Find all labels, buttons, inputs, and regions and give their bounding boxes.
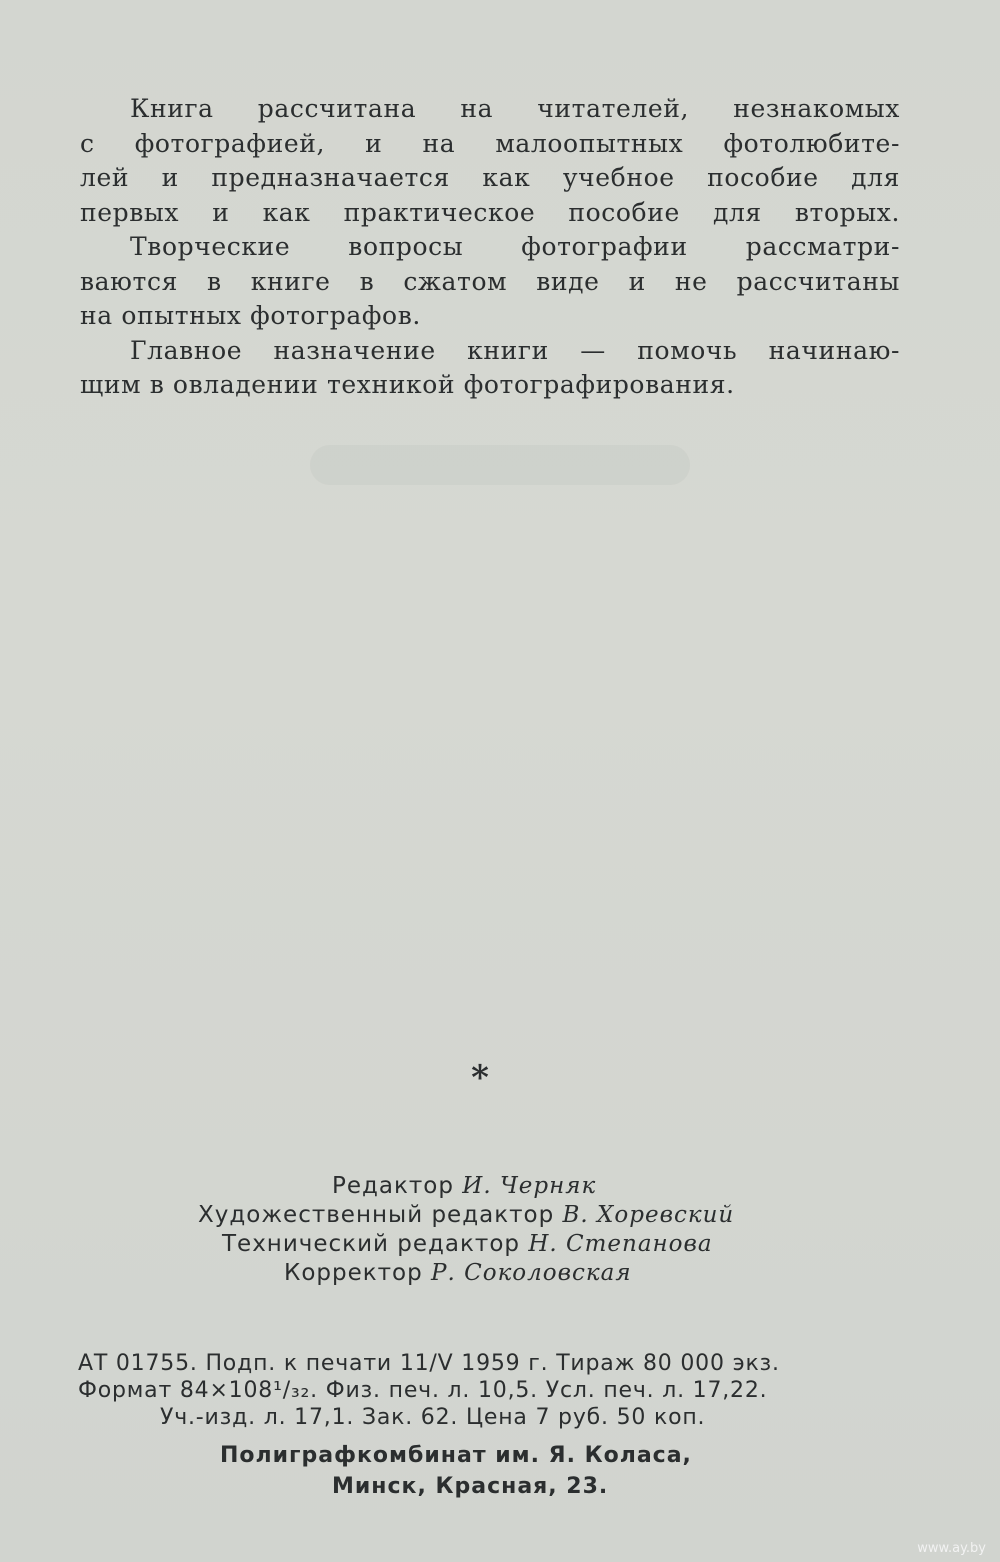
imprint-block bbox=[78, 1350, 898, 1431]
credit-art-editor bbox=[190, 1201, 810, 1230]
site-watermark: www.ay.by bbox=[917, 1541, 986, 1556]
credit-role: Редактор bbox=[332, 1173, 454, 1199]
text-line: ваются в книге в сжатом виде и не рассчитаны bbox=[80, 266, 900, 296]
credit-name: В. Хоревский bbox=[562, 1202, 735, 1228]
printer-block bbox=[220, 1440, 780, 1502]
text-line: Творческие вопросы фотографии рассматри- bbox=[130, 232, 900, 261]
text-line: Главное назначение книги — помочь начинаю- bbox=[130, 335, 900, 365]
text-line: на опытных фотографов. bbox=[80, 301, 421, 330]
printer-line: Полиграфкомбинат им. Я. Коласа, bbox=[220, 1443, 692, 1468]
imprint-line: Формат 84×108¹/₃₂. Физ. печ. л. 10,5. Усл. печ. л. 17,22. bbox=[78, 1378, 768, 1403]
credits-block bbox=[190, 1172, 810, 1288]
credit-role: Художественный редактор bbox=[198, 1202, 555, 1228]
printer-line: Минск, Красная, 23. bbox=[332, 1474, 609, 1499]
credit-name: И. Черняк bbox=[462, 1173, 597, 1199]
credit-role: Корректор bbox=[284, 1260, 423, 1286]
intro-paragraph-3 bbox=[80, 334, 900, 403]
intro-paragraph-2 bbox=[80, 230, 900, 334]
text-line: с фотографией, и на малоопытных фотолюбите- bbox=[80, 128, 900, 158]
bleed-through-stamp bbox=[310, 445, 690, 485]
text-line: щим в овладении техникой фотографирования. bbox=[80, 370, 735, 399]
text-line: лей и предназначается как учебное пособие для bbox=[80, 163, 900, 192]
credit-proofreader bbox=[190, 1259, 810, 1288]
credit-name: Н. Степанова bbox=[528, 1231, 713, 1257]
intro-text bbox=[80, 92, 900, 403]
imprint-line: Уч.-изд. л. 17,1. Зак. 62. Цена 7 руб. 50 коп. bbox=[160, 1405, 706, 1430]
text-line: Книга рассчитана на читателей, незнакомых bbox=[130, 94, 900, 123]
credit-role: Технический редактор bbox=[222, 1231, 520, 1257]
credit-name: Р. Соколовская bbox=[431, 1260, 632, 1286]
credit-tech-editor bbox=[190, 1230, 810, 1259]
asterisk-separator: * bbox=[471, 1058, 489, 1098]
text-line: первых и как практическое пособие для вторых. bbox=[80, 197, 900, 227]
intro-paragraph-1 bbox=[80, 92, 900, 230]
credit-editor bbox=[190, 1172, 810, 1201]
imprint-line: АТ 01755. Подп. к печати 11/V 1959 г. Тираж 80 000 экз. bbox=[78, 1351, 780, 1376]
